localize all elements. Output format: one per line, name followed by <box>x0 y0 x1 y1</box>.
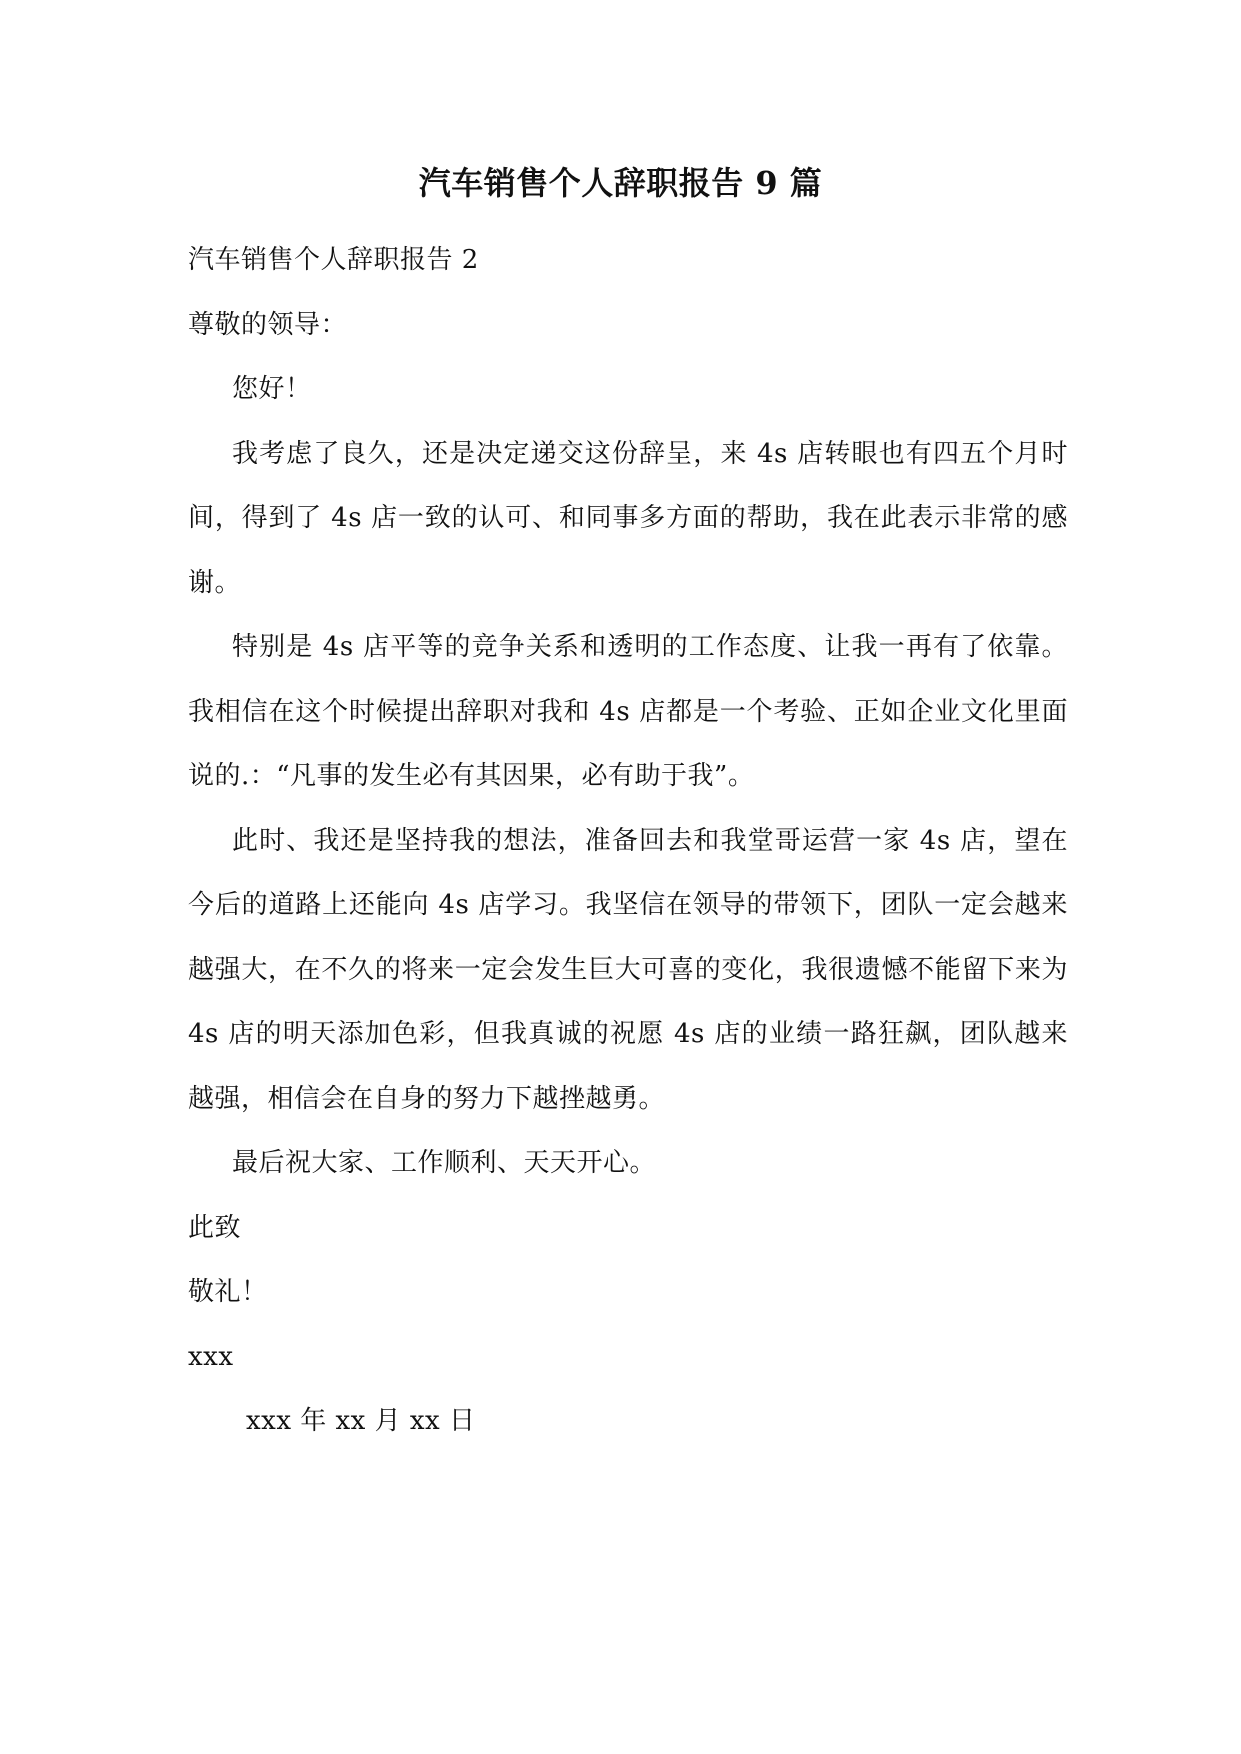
salutation: 尊敬的领导： <box>188 309 348 340</box>
document-body <box>188 228 1068 1454</box>
date: xxx 年 xx 月 xx 日 <box>246 1406 476 1436</box>
signature: xxx <box>188 1341 234 1372</box>
closing: 此致 <box>188 1212 242 1243</box>
body-paragraph-3: 此时、我还是坚持我的想法，准备回去和我堂哥运营一家 4s 店，望在今后的道路上还能向 4s 店学习。我坚信在领导的带领下，团队一定会越来越强大，在不久的将来一定会发生巨大可喜的变化，我很遗憾不能留下来为 4s 店的明天添加色彩，但我真诚的祝愿 4s 店的业绩一路狂飙，团队越来越强，相信会在自身的努力下越挫越勇。 <box>188 825 1068 1114</box>
document-subtitle: 汽车销售个人辞职报告 2 <box>188 245 479 275</box>
body-paragraph-2: 特别是 4s 店平等的竞争关系和透明的工作态度、让我一再有了依靠。我相信在这个时候提出辞职对我和 4s 店都是一个考验、正如企业文化里面说的.：“凡事的发生必有其因果，必有助于我”。 <box>188 632 1068 791</box>
body-paragraph-4: 最后祝大家、工作顺利、天天开心。 <box>232 1148 657 1178</box>
body-paragraph-1: 我考虑了良久，还是决定递交这份辞呈，来 4s 店转眼也有四五个月时间，得到了 4s 店一致的认可、和同事多方面的帮助，我在此表示非常的感谢。 <box>188 438 1068 598</box>
regards: 敬礼！ <box>188 1277 268 1307</box>
document-title: 汽车销售个人辞职报告 9 篇 <box>418 164 823 202</box>
greeting: 您好！ <box>232 374 312 404</box>
